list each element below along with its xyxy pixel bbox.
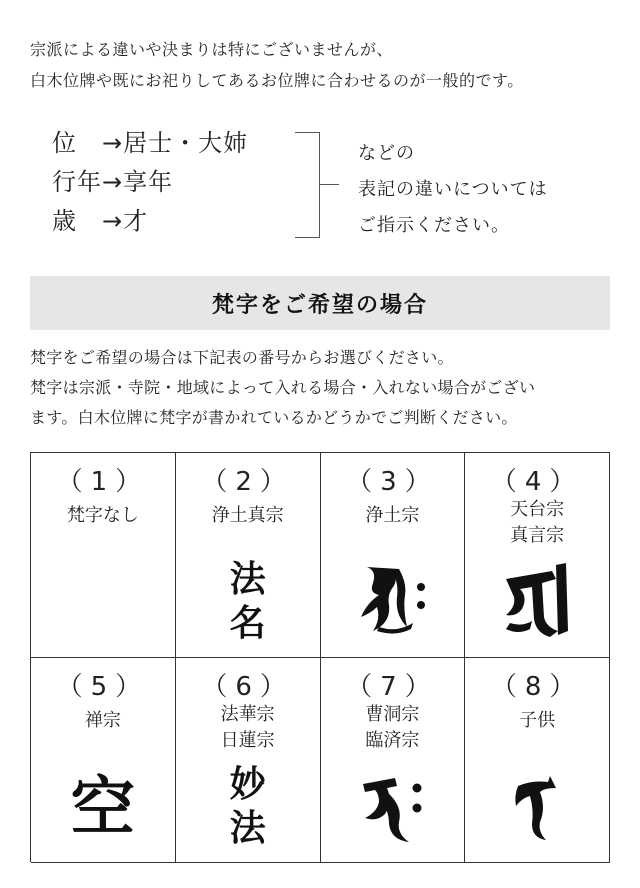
desc-line: 梵字をご希望の場合は下記表の番号からお選びください。 [30,348,454,367]
sect-label: 浄土真宗 [211,505,284,526]
bonji-option-4[interactable] [465,453,610,658]
sect-label: 禅宗 [84,710,121,731]
desc-line: ます。白木位牌に梵字が書かれているかどうかでご判断ください。 [30,408,518,427]
bonji-table [30,452,610,862]
bonji-option-7[interactable] [321,658,466,863]
intro-text [30,34,620,96]
sect-label: 梵字なし [66,505,139,526]
note-line: などの [358,143,415,164]
note-line: ご指示ください。 [358,215,510,236]
option-number: （1） [56,467,150,497]
honorific-row: 歳 →才 [52,207,149,235]
desc-line: 梵字は宗派・寺院・地域によって入れる場合・入れない場合がござい [30,378,536,397]
section-title: 梵字をご希望の場合 [211,292,428,318]
note-line: 表記の違いについては [358,179,548,200]
sect-label: 浄土宗 [365,505,420,526]
bonji-option-6[interactable] [176,658,321,863]
sanskrit-ka-icon [465,762,609,846]
sect-label: 天台宗 真言宗 [510,499,565,546]
option-number: （7） [346,672,439,702]
myoho-glyph: 妙 法 [229,763,266,849]
honorific-list [52,124,248,241]
ku-glyph: 空 [70,770,135,845]
intro-line-2: 白木位牌や既にお祀りしてあるお位牌に合わせるのが一般的です。 [30,71,524,90]
honorific-note [358,136,548,244]
option-number: （6） [201,672,294,702]
option-number: （3） [346,467,439,497]
sanskrit-kya-icon [321,762,465,846]
honorific-row: 位 →居士・大姉 [52,129,249,157]
bonji-option-1[interactable] [31,453,176,658]
section-banner [30,276,610,330]
bonji-option-3[interactable] [321,453,466,658]
bonji-description [30,343,620,433]
sect-label: 子供 [519,710,556,731]
option-number: （8） [490,672,584,702]
sect-label: 曹洞宗 臨済宗 [365,704,420,751]
bonji-option-5[interactable] [31,658,176,863]
bracket-divider [295,132,320,238]
homyo-glyph: 法 名 [229,558,266,644]
intro-line-1: 宗派による違いや決まりは特にございませんが、 [30,40,394,59]
bonji-option-2[interactable] [176,453,321,658]
sanskrit-a-icon [465,557,609,641]
option-number: （5） [56,672,150,702]
bracket-tick [319,184,339,185]
option-number: （4） [490,467,584,497]
honorific-row: 行年→享年 [52,168,174,196]
sect-label: 法華宗 日蓮宗 [220,704,275,751]
sanskrit-sa-icon [321,557,465,637]
option-number: （2） [201,467,294,497]
bonji-option-8[interactable] [465,658,610,863]
